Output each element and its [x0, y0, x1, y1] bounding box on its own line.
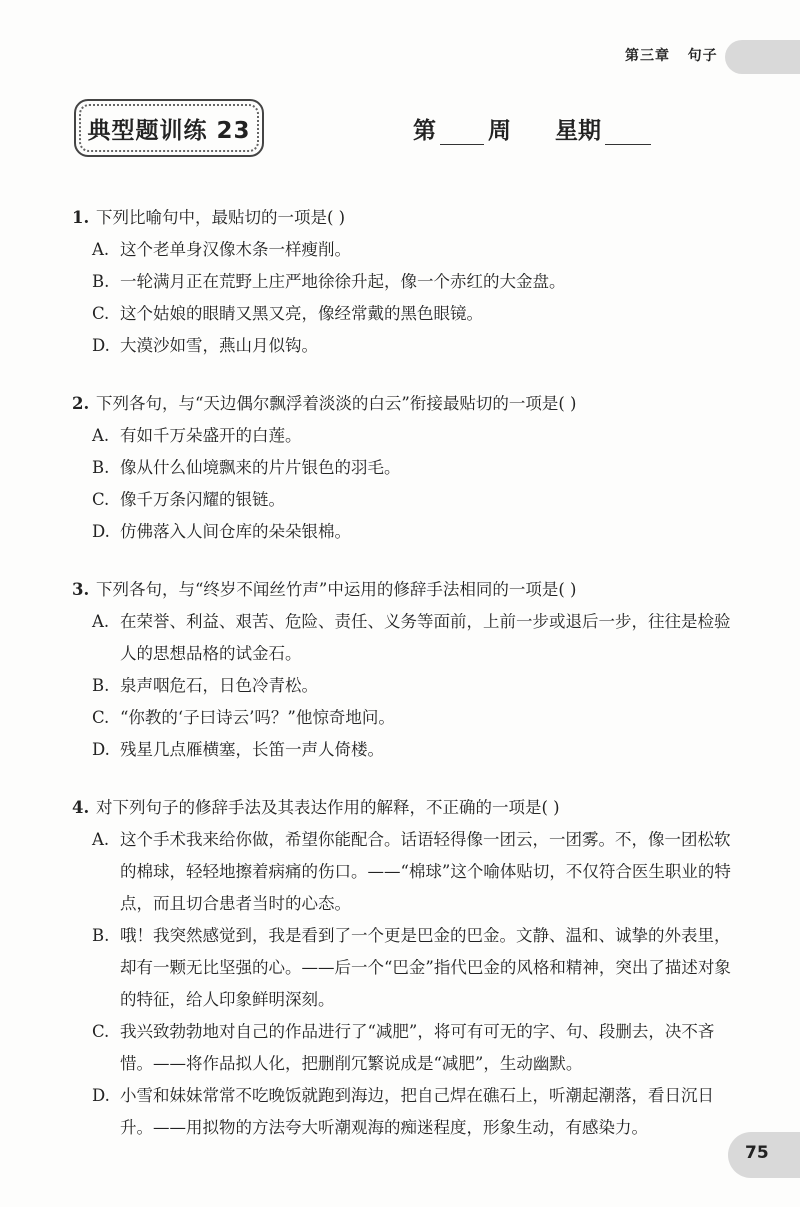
question-text: 下列比喻句中，最贴切的一项是( ): [96, 208, 346, 227]
option-letter: C.: [92, 490, 110, 509]
option-text: 一轮满月正在荒野上庄严地徐徐升起，像一个赤红的大金盘。: [120, 272, 566, 291]
option-letter: B.: [92, 458, 110, 477]
question-list: [72, 202, 732, 1170]
option: [72, 1016, 732, 1080]
week-line: [413, 112, 651, 145]
option-text: 我兴致勃勃地对自己的作品进行了“减肥”，将可有可无的字、句、段删去，决不吝惜。——将作品拟人化，把删削冗繁说成是“减肥”，生动幽默。: [120, 1022, 715, 1073]
option-text: “你教的‘子曰诗云’吗？”他惊奇地问。: [120, 708, 395, 727]
chapter-label: 第三章 句子: [625, 48, 718, 64]
weekday-blank: [605, 120, 651, 145]
option-letter: A.: [92, 240, 110, 259]
option: [72, 1080, 732, 1144]
question-text: 下列各句，与“天边偶尔飘浮着淡淡的白云”衔接最贴切的一项是( ): [96, 394, 577, 413]
option-text: 有如千万朵盛开的白莲。: [120, 426, 302, 445]
question-text: 对下列句子的修辞手法及其表达作用的解释，不正确的一项是( ): [96, 798, 560, 817]
question: [72, 388, 732, 548]
option: [72, 330, 732, 362]
option: [72, 420, 732, 452]
option-letter: D.: [92, 1086, 110, 1105]
option-text: 大漠沙如雪，燕山月似钩。: [120, 336, 318, 355]
option-letter: D.: [92, 740, 110, 759]
question-text: 下列各句，与“终岁不闻丝竹声”中运用的修辞手法相同的一项是( ): [96, 580, 577, 599]
option-letter: C.: [92, 708, 110, 727]
option-letter: A.: [92, 612, 110, 631]
option-letter: B.: [92, 926, 110, 945]
option: [72, 298, 732, 330]
option-text: 像从什么仙境飘来的片片银色的羽毛。: [120, 458, 401, 477]
option-letter: A.: [92, 426, 110, 445]
header-tab: [725, 40, 800, 74]
question: [72, 574, 732, 766]
option: [72, 734, 732, 766]
question-number: 2.: [72, 394, 90, 413]
option: [72, 606, 732, 670]
option-text: 像千万条闪耀的银链。: [120, 490, 285, 509]
option-letter: D.: [92, 336, 110, 355]
weekday-label: 星期: [555, 118, 601, 144]
option-letter: D.: [92, 522, 110, 541]
option-text: 泉声咽危石，日色冷青松。: [120, 676, 318, 695]
question-stem: [72, 574, 732, 606]
question-number: 4.: [72, 798, 90, 817]
option-letter: B.: [92, 272, 110, 291]
week-prefix: 第: [413, 118, 436, 144]
week-blank: [440, 120, 484, 145]
option: [72, 516, 732, 548]
question: [72, 792, 732, 1144]
option: [72, 452, 732, 484]
question-stem: [72, 792, 732, 824]
page-title: 典型题训练 23: [87, 117, 251, 144]
question-stem: [72, 202, 732, 234]
option-text: 残星几点雁横塞，长笛一声人倚楼。: [120, 740, 384, 759]
option-text: 这个姑娘的眼睛又黑又亮，像经常戴的黑色眼镜。: [120, 304, 483, 323]
question: [72, 202, 732, 362]
option-text: 小雪和妹妹常常不吃晚饭就跑到海边，把自己焊在礁石上，听潮起潮落，看日沉日升。——用拟物的方法夸大听潮观海的痴迷程度，形象生动，有感染力。: [120, 1086, 714, 1137]
option: [72, 266, 732, 298]
option: [72, 824, 732, 920]
week-middle: 周: [488, 118, 511, 144]
option-letter: C.: [92, 1022, 110, 1041]
question-number: 3.: [72, 580, 90, 599]
option-text: 这个老单身汉像木条一样瘦削。: [120, 240, 351, 259]
page-number: 75: [745, 1143, 769, 1163]
question-stem: [72, 388, 732, 420]
option: [72, 920, 732, 1016]
option-text: 在荣誉、利益、艰苦、危险、责任、义务等面前，上前一步或退后一步，往往是检验人的思想品格的试金石。: [120, 612, 731, 663]
option-letter: A.: [92, 830, 110, 849]
question-number: 1.: [72, 208, 90, 227]
option-text: 仿佛落入人间仓库的朵朵银棉。: [120, 522, 351, 541]
option-text: 这个手术我来给你做，希望你能配合。话语轻得像一团云，一团雾。不，像一团松软的棉球，轻轻地擦着病痛的伤口。——“棉球”这个喻体贴切，不仅符合医生职业的特点，而且切合患者当时的心态。: [120, 830, 731, 913]
option-letter: B.: [92, 676, 110, 695]
option-letter: C.: [92, 304, 110, 323]
option: [72, 234, 732, 266]
option: [72, 670, 732, 702]
title-box: [74, 99, 264, 157]
option: [72, 484, 732, 516]
option: [72, 702, 732, 734]
option-text: 哦！我突然感觉到，我是看到了一个更是巴金的巴金。文静、温和、诚挚的外表里，却有一颗无比坚强的心。——后一个“巴金”指代巴金的风格和精神，突出了描述对象的特征，给人印象鲜明深刻。: [120, 926, 731, 1009]
